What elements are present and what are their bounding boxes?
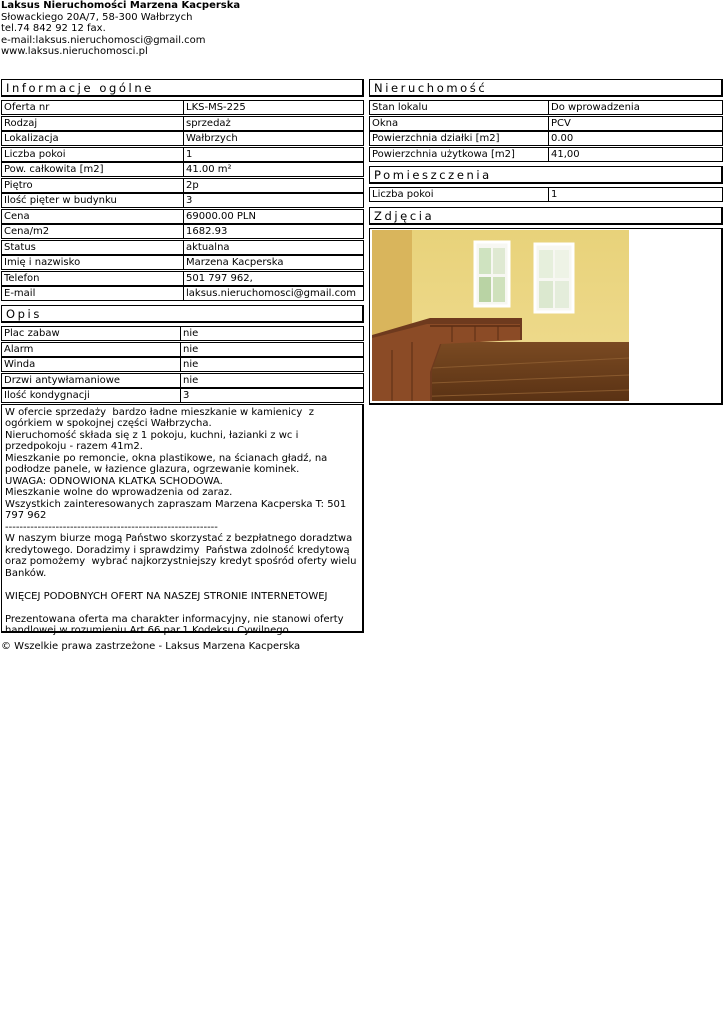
property-value: PCV (548, 116, 723, 131)
general-info-label: Rodzaj (1, 116, 183, 131)
general-info-row (1, 240, 364, 255)
property-label: Powierzchnia działki [m2] (369, 131, 548, 146)
description-attr-row (1, 342, 364, 357)
description-section (1, 305, 364, 636)
description-attr-row (1, 388, 364, 403)
general-info-value: 2p (183, 178, 364, 193)
general-info-value: LKS-MS-225 (183, 100, 364, 115)
property-label: Okna (369, 116, 548, 131)
general-info-value: Marzena Kacperska (183, 255, 364, 270)
photo-frame (369, 228, 723, 405)
general-info-label: Piętro (1, 178, 183, 193)
general-info-label: Oferta nr (1, 100, 183, 115)
general-info-row (1, 271, 364, 286)
description-attr-row (1, 326, 364, 341)
property-label: Stan lokalu (369, 100, 548, 115)
general-info-label: Cena/m2 (1, 224, 183, 239)
general-info-row (1, 100, 364, 115)
general-info-label: Lokalizacja (1, 131, 183, 146)
agency-email: e-mail:laksus.nieruchomosci@gmail.com (1, 34, 206, 46)
property-value: Do wprowadzenia (548, 100, 723, 115)
rooms-table (369, 187, 723, 202)
general-info-value: aktualna (183, 240, 364, 255)
general-info-value: 41.00 m² (183, 162, 364, 177)
property-row (369, 100, 723, 115)
general-info-section (1, 79, 364, 302)
description-attr-row (1, 373, 364, 388)
general-info-row (1, 178, 364, 193)
general-info-label: Pow. całkowita [m2] (1, 162, 183, 177)
description-table (1, 326, 364, 403)
agency-phone: tel.74 842 92 12 fax. (1, 23, 106, 34)
property-row (369, 116, 723, 131)
property-title: Nieruchomość (374, 81, 488, 95)
rooms-section (369, 166, 723, 203)
rooms-label: Liczba pokoi (369, 187, 548, 202)
property-row (369, 131, 723, 146)
property-table (369, 100, 723, 161)
apartment-photo[interactable] (372, 230, 629, 401)
property-value: 41,00 (548, 147, 723, 162)
general-info-label: Imię i nazwisko (1, 255, 183, 270)
photos-title: Zdjęcia (374, 209, 435, 223)
description-text-box (1, 404, 364, 636)
general-info-value: 1 (183, 147, 364, 162)
agency-website: www.laksus.nieruchomosci.pl (1, 46, 148, 57)
agency-header (1, 0, 240, 58)
general-info-row (1, 224, 364, 239)
property-section (369, 79, 723, 162)
general-info-value: 501 797 962, (183, 271, 364, 286)
general-info-label: Cena (1, 209, 183, 224)
description-attr-value: nie (180, 373, 364, 388)
general-info-value: 3 (183, 193, 364, 208)
description-attr-value: nie (180, 326, 364, 341)
description-title: Opis (6, 307, 42, 321)
general-info-label: Ilość pięter w budynku (1, 193, 183, 208)
agency-address: Słowackiego 20A/7, 58-300 Wałbrzych (1, 11, 193, 23)
general-info-label: E-mail (1, 286, 183, 301)
description-attr-label: Plac zabaw (1, 326, 180, 341)
photos-section (369, 207, 723, 405)
copyright-footer: © Wszelkie prawa zastrzeżone - Laksus Marzena Kacperska (1, 641, 301, 652)
description-attr-label: Alarm (1, 342, 180, 357)
property-label: Powierzchnia użytkowa [m2] (369, 147, 548, 162)
description-text: W ofercie sprzedaży bardzo ładne mieszkanie w kamienicy z ogórkiem w spokojnej części Wałbrzycha. Nieruchomość składa się z 1 pokoju, kuchni, łazianki z wc i przedpokoju - razem 41m2. Mieszkanie po remoncie, okna plastikowe, na ścianach gładź, na podłodze panele, w łazience glazura, ogrzewanie kominek. UWAGA: ODNOWIONA KLATKA SCHODOWA. Mieszkanie wolne do wprowadzenia od zaraz. Wszystkich zainteresowanych zapraszam Marzena Kacperska T: 501 797 962 ----------------------------------------------------------- W naszym biurze mogą Państwo skorzystać z bezpłatnego doradztwa kredytowego. Doradzimy i sprawdzimy Państwa zdolność kredytową oraz pomożemy wybrać najkorzystniejszy kredyt spośród oferty wielu Banków. WIĘCEJ PODOBNYCH OFERT NA NASZEJ STRONIE INTERNETOWEJ Prezentowana oferta ma charakter informacyjny, nie stanowi oferty handlowej w rozumieniu Art.66 par.1 Kodeksu Cywilnego (5, 406, 357, 636)
description-attr-label: Ilość kondygnacji (1, 388, 180, 403)
agency-name: Laksus Nieruchomości Marzena Kacperska (1, 0, 241, 11)
general-info-row (1, 131, 364, 146)
general-info-row (1, 116, 364, 131)
description-attr-label: Drzwi antywłamaniowe (1, 373, 180, 388)
description-attr-row (1, 357, 364, 372)
general-info-value: 69000.00 PLN (183, 209, 364, 224)
general-info-table (1, 100, 364, 301)
property-value: 0.00 (548, 131, 723, 146)
general-info-label: Telefon (1, 271, 183, 286)
rooms-row (369, 187, 723, 202)
general-info-row (1, 255, 364, 270)
property-row (369, 147, 723, 162)
general-info-label: Liczba pokoi (1, 147, 183, 162)
general-info-row (1, 286, 364, 301)
general-info-row (1, 147, 364, 162)
general-info-row (1, 162, 364, 177)
general-info-title: Informacje ogólne (6, 81, 154, 95)
rooms-title: Pomieszczenia (374, 168, 492, 182)
description-attr-value: nie (180, 357, 364, 372)
general-info-value: 1682.93 (183, 224, 364, 239)
general-info-label: Status (1, 240, 183, 255)
rooms-value: 1 (548, 187, 723, 202)
general-info-value: Wałbrzych (183, 131, 364, 146)
description-attr-value: 3 (180, 388, 364, 403)
description-attr-label: Winda (1, 357, 180, 372)
general-info-value: laksus.nieruchomosci@gmail.com (183, 286, 364, 301)
general-info-value: sprzedaż (183, 116, 364, 131)
description-attr-value: nie (180, 342, 364, 357)
general-info-row (1, 209, 364, 224)
general-info-row (1, 193, 364, 208)
